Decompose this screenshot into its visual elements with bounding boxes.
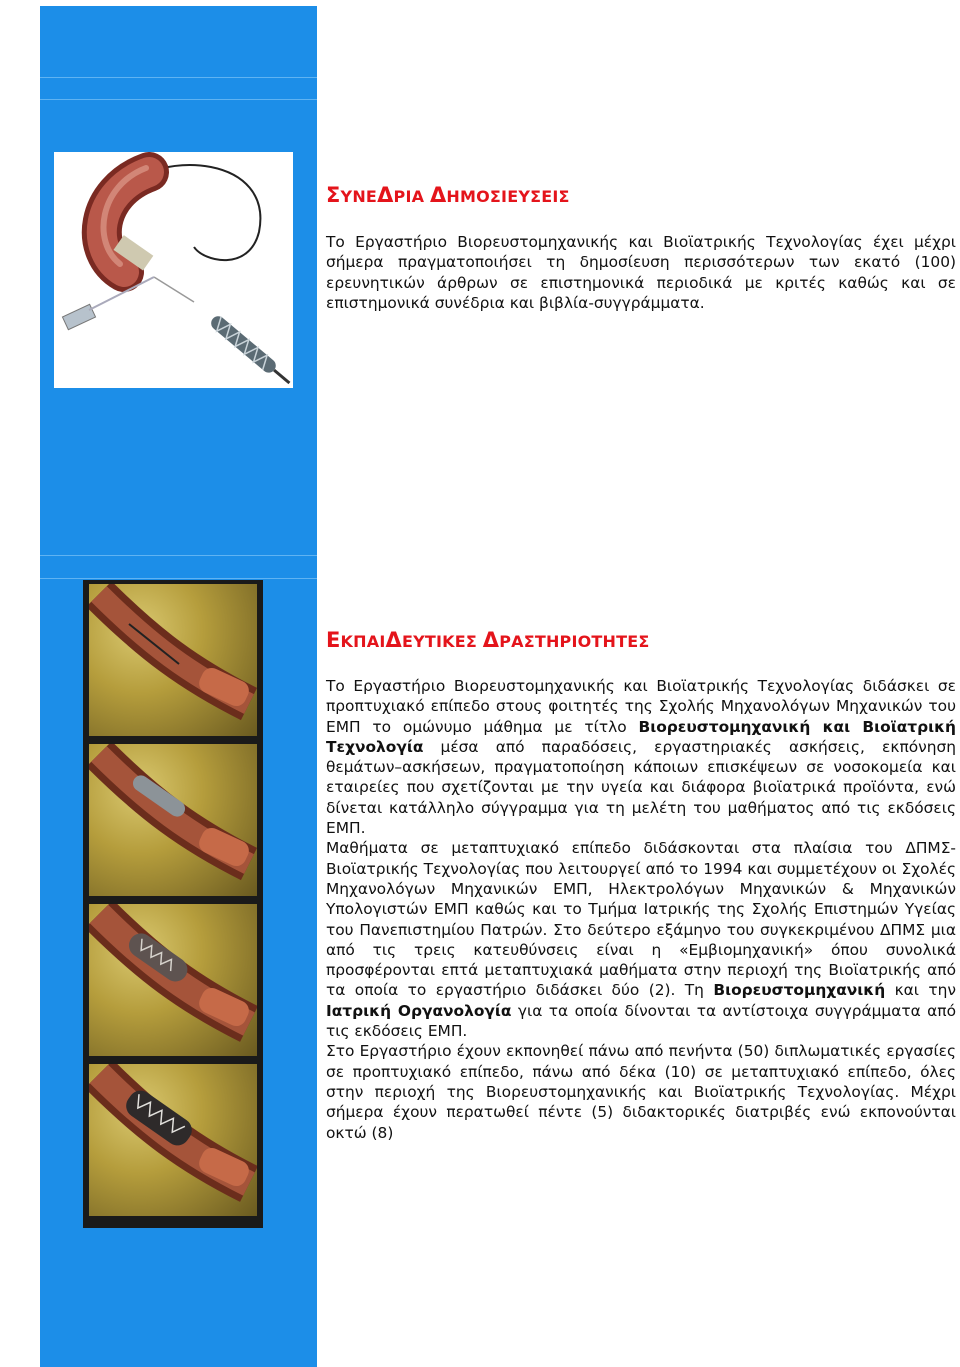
sidebar-divider [40,77,317,78]
text-run: Το Εργαστήριο Βιορευστομηχανικής και Βιοϊατρικής Τεχνολογίας διδάσκει σε προπτυχιακό επίπεδο στους φοιτητές της Σχολής Μηχανολόγων Μηχανικών του ΕΜΠ το ομώνυμο μάθημα με τίτλο [326,677,956,736]
artery-illustration [89,1064,257,1216]
course-title: Βιορευστομηχανική [713,981,886,1000]
sequence-frame-3 [89,904,257,1056]
heading-part: Δ [385,628,402,652]
catheter-illustration [54,152,293,388]
artery-illustration [89,584,257,736]
artery-illustration [89,744,257,896]
heading-part: Δ [377,183,394,207]
section-heading-education [326,625,650,653]
section-heading-publications [326,180,570,208]
text-run: μέσα από παραδόσεις, εργαστηριακές ασκήσεις, εκπόνηση θεμάτων–ασκήσεων, πραγματοποίηση κάποιων επισκέψεων σε νοσοκομεία και εταιρείες που σχετίζονται με την υγεία και διάφορα βιοϊατρικά προϊόντα, ενώ δίνεται κατάλληλο σύγγραμμα για τη μελέτη του μαθήματος από τις εκδόσεις ΕΜΠ. [326,737,956,838]
heading-part: Ε [326,628,341,652]
education-paragraph-postgrad [326,838,956,1041]
stent-deployment-sequence [83,580,263,1228]
sequence-frame-1 [89,584,257,736]
sidebar-divider [40,578,317,579]
sequence-frame-4 [89,1064,257,1216]
paragraph-text: Το Εργαστήριο Βιορευστομηχανικής και Βιοϊατρικής Τεχνολογίας έχει μέχρι σήμερα πραγματοποιήσει τη δημοσίευση περισσότερων των εκατό (100) ερευνητικών άρθρων σε επιστημονικά περιοδικά με κριτές καθώς και σε επιστημονικά συνέδρια και βιβλία-συγγράμματα. [326,233,956,312]
heading-part: ΗΜΟΣΙΕΥΣΕΙΣ [446,187,570,206]
sequence-frame-2 [89,744,257,896]
heading-part: ΡΙΑ [393,187,430,206]
sidebar-divider [40,99,317,100]
heading-part: ΕΥΤΙΚΕΣ [401,632,483,651]
publications-paragraph [326,232,956,313]
heading-part: Σ [326,183,341,207]
heading-part: ΥΝΕ [340,187,378,206]
heading-part: ΡΑΣΤΗΡΙΟΤΗΤΕΣ [499,632,650,651]
heading-part: ΚΠΑΙ [340,632,386,651]
course-title: Βιορευστομηχανική και Βιοϊατρική Τεχνολογία [326,717,956,756]
heading-part: Δ [482,628,500,652]
sidebar-divider [40,555,317,556]
artery-illustration [89,904,257,1056]
education-paragraph-theses: Στο Εργαστήριο έχουν εκπονηθεί πάνω από πενήντα (50) διπλωματικές εργασίες σε προπτυχιακό επίπεδο, πάνω από δέκα (10) σε μεταπτυχιακό επίπεδο, όλες στην περιοχή της Βιορευστομηχανικής και Βιοϊατρικής Τεχνολογίας. Μέχρι σήμερα έχουν περατωθεί πέντε (5) διδακτορικές διατριβές ενώ εκπονούνται οκτώ (8) [326,1042,956,1142]
course-title: Ιατρική Οργανολογία [326,1001,512,1020]
heading-part: Δ [429,183,447,207]
education-paragraph-undergrad [326,676,956,838]
catheter-stent-photo [54,152,293,388]
text-run: για τα οποία δίνονται τα αντίστοιχα συγγράμματα από τις εκδόσεις ΕΜΠ. [326,1001,956,1041]
text-run: και την [885,981,957,1000]
education-body [326,676,956,1143]
text-run: Μαθήματα σε μεταπτυχιακό επίπεδο διδάσκονται στα πλαίσια του ΔΠΜΣ-Βιοϊατρικής Τεχνολογίας που λειτουργεί από το 1994 και συμμετέχουν οι Σχολές Μηχανολόγων Μηχανικών ΕΜΠ, Ηλεκτρολόγων Μηχανικών & Μηχανικών Υπολογιστών ΕΜΠ καθώς και το Τμήμα Ιατρικής της Σχολής Επιστημών Υγείας του Πανεπιστημίου Πατρών. Στο δεύτερο εξάμηνο του συγκεκριμένου ΔΠΜΣ μια από τις τρεις κατευθύνσεις είναι η «Εμβιομηχανική» όπου συνολικά προσφέρονται επτά μεταπτυχιακά μαθήματα στην περιοχή της Βιοϊατρικής από τα οποία το εργαστήριο διδάσκει δύο (2). Τη [326,839,956,1000]
